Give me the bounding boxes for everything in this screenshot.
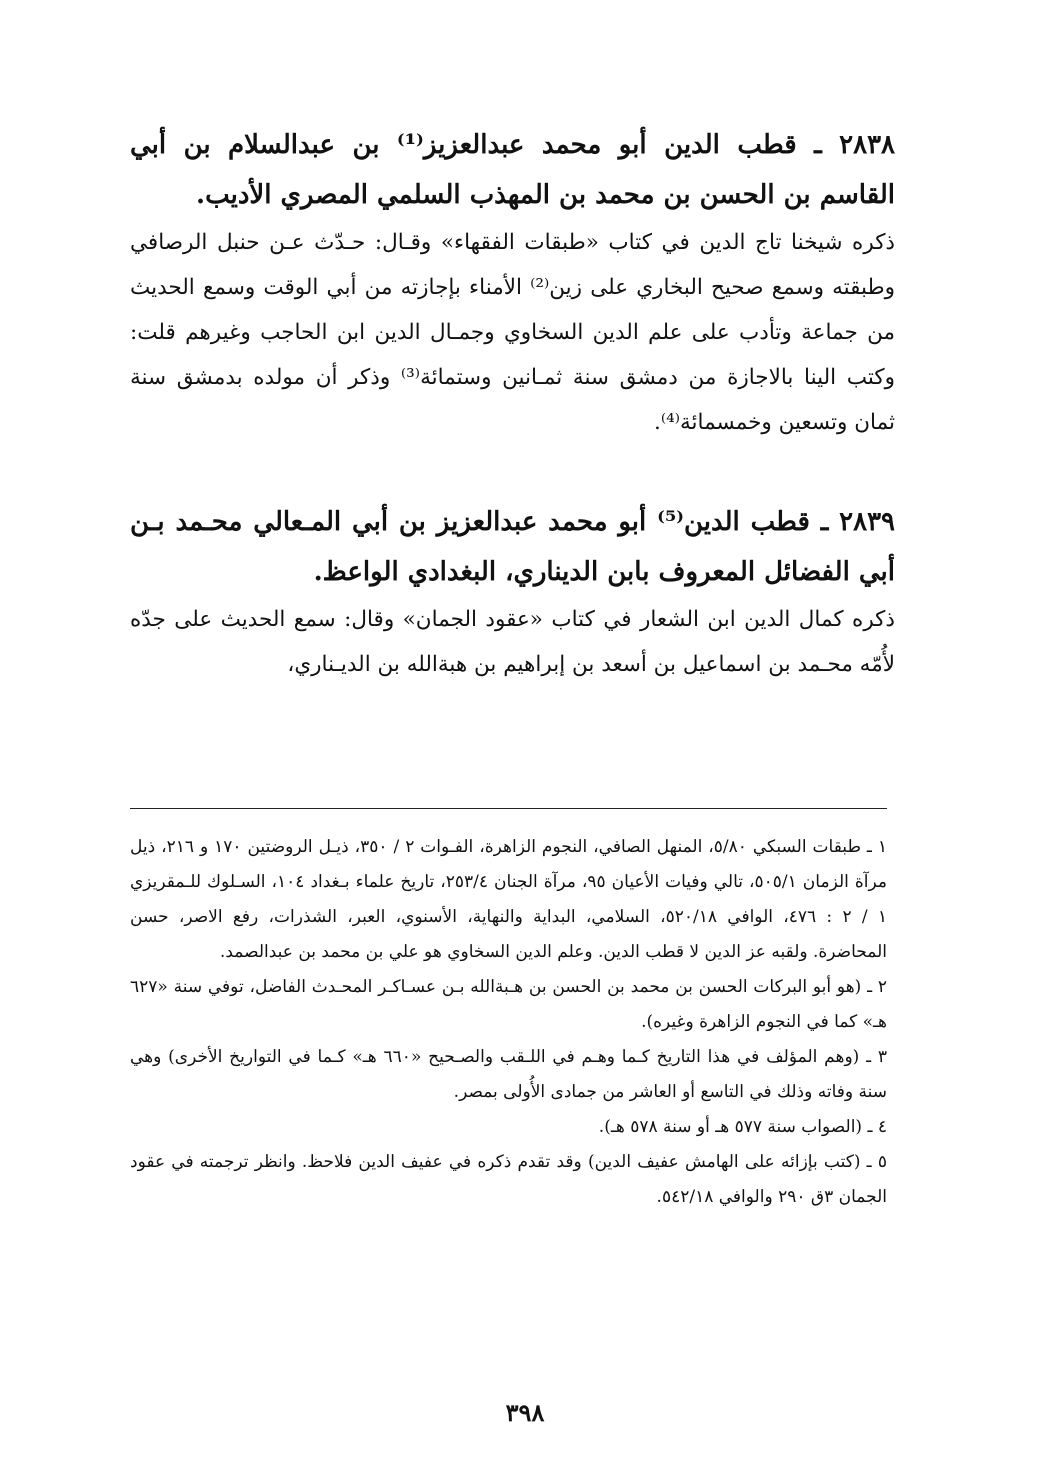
entry-body: ذكره شيخنا تاج الدين في كتاب «طبقات الفقهاء» وقـال: حـدّث عـن حنبل الرصافي وطبقته وسمع صحيح البخاري على زين⁽²⁾ الأمناء بإجازته من أبي الوقت وسمع الحديث من جماعة وتأدب على علم الدين السخاوي وجمـال الدين ابن الحاجب وغيرهم قلت: وكتب الينا بالاجازة من دمشق سنة ثمـانين وستمائة⁽³⁾ وذكر أن مولده بدمشق سنة ثمان وتسعين وخمسمائة⁽⁴⁾.	[130, 230, 896, 435]
footnotes	[130, 830, 887, 1215]
footnote-2: ٢ ـ (هو أبو البركات الحسن بن محمد بن الحسن بن هـبةالله بـن عسـاكـر المحـدث الفاضل، توفي سنة «٦٢٧ هـ» كما في النجوم الزاهرة وغيره).	[130, 977, 887, 1032]
main-text	[130, 120, 895, 687]
footnote-1: ١ ـ طبقات السبكي ٥/٨٠، المنهل الصافي، النجوم الزاهرة، الفـوات ٢ / ٣٥٠، ذيـل الروضتين ١٧٠ و ٢١٦، ذيل مرآة الزمان ٥٠٥/١، تالي وفيات الأعيان ٩٥، مرآة الجنان ٢٥٣/٤، تاريخ علماء بـغداد ١٠٤، السـلوك للـمقريزي ١ / ٢ : ٤٧٦، الوافي ٥٢٠/١٨، السلامي، البداية والنهاية، الأسنوي، العبر، الشذرات، رفع الاصر، حسن المحاضرة. ولقبه عز الدين لا قطب الدين. وعلم الدين السخاوي هو علي بن محمد بن عبدالصمد.	[130, 837, 888, 962]
footnote-divider	[130, 808, 887, 809]
entry-heading: ٢٨٣٩ ـ قطب الدين⁽⁵⁾ أبو محمد عبدالعزيز بن أبي المـعالي محـمد بـن أبي الفضائل المعروف بابن الديناري، البغدادي الواعظ.	[130, 507, 895, 587]
page-number: ٣٩٨	[505, 1398, 545, 1427]
footnote-5: ٥ ـ (كتب بإزائه على الهامش عفيف الدين) وقد تقدم ذكره في عفيف الدين فلاحظ. وانظر ترجمته في عقود الجمان ٣ق ٢٩٠ والوافي ٥٤٢/١٨.	[130, 1152, 887, 1207]
footnote-3: ٣ ـ (وهم المؤلف في هذا التاريخ كـما وهـم في اللـقب والصـحيح «٦٦٠ هـ» كـما في التواريخ الأخرى) وهي سنة وفاته وذلك في التاسع أو العاشر من جمادى الأُولى بمصر.	[130, 1047, 887, 1102]
entry-body: ذكره كمال الدين ابن الشعار في كتاب «عقود الجمان» وقال: سمع الحديث على جدّه لأُمّه محـمد بن اسماعيل بن أسعد بن إبراهيم بن هبةالله بن الديـناري،	[130, 607, 895, 677]
entry-2838	[130, 120, 895, 445]
entry-heading: ٢٨٣٨ ـ قطب الدين أبو محمد عبدالعزيز⁽¹⁾ بن عبدالسلام بن أبي القاسم بن الحسن بن محمد بن المهذب السلمي المصري الأديب.	[130, 130, 895, 210]
entry-2839	[130, 497, 895, 687]
footnote-4: ٤ ـ (الصواب سنة ٥٧٧ هـ أو سنة ٥٧٨ هـ).	[598, 1117, 887, 1137]
